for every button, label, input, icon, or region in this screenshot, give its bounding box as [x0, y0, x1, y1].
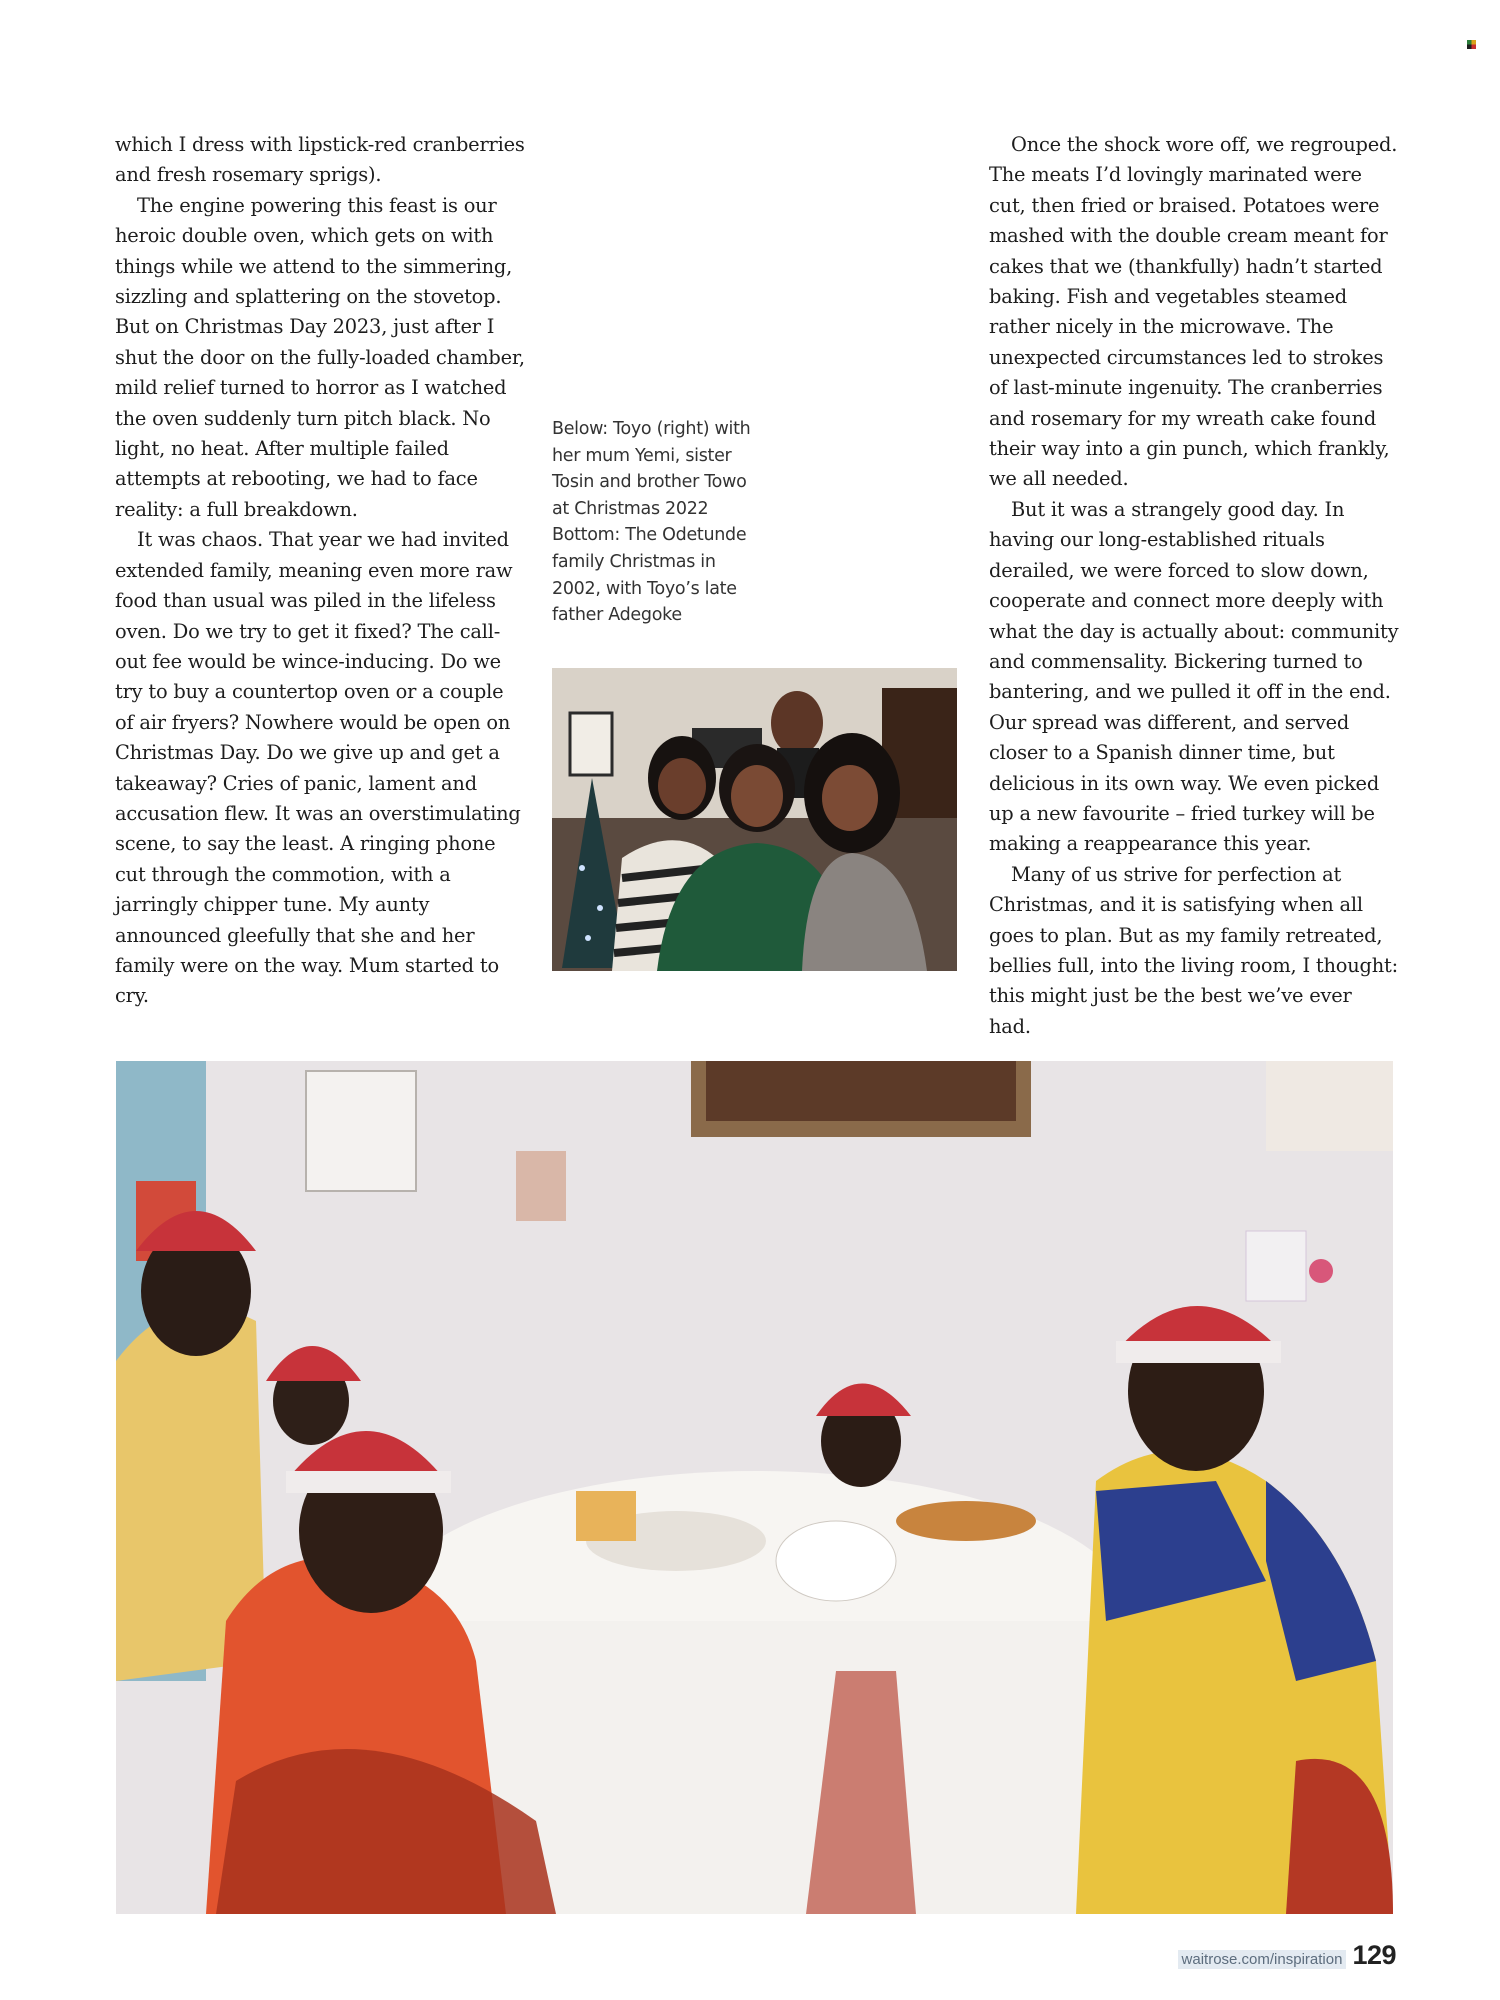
caption-line-below: Below: Toyo (right) with her mum Yemi, sister Tosin and brother Towo at Christmas 2022 — [552, 419, 751, 519]
registration-mark-icon — [1467, 40, 1476, 49]
paragraph: Once the shock wore off, we regrouped. The meats I’d lovingly marinated were cut, then fried or braised. Potatoes were mashed with the double cream meant for cakes that we (thankfully) hadn’t started baking. Fish and vegetables steamed rather nicely in the microwave. The unexpected circumstances led to strokes of last-minute ingenuity. The cranberries and rosemary for my wreath cake found their way into a gin punch, which frankly, we all needed. — [989, 133, 1398, 491]
paragraph: which I dress with lipstick-red cranberries and fresh rosemary sprigs). — [115, 133, 525, 187]
family-christmas-2002-photo-icon — [116, 1061, 1393, 1914]
paragraph: The engine powering this feast is our heroic double oven, which gets on with things while we attend to the simmering, sizzling and splattering on the stovetop. But on Christmas Day 2023, just after I shut the door on the fully-loaded chamber, mild relief turned to horror as I watched the oven suddenly turn pitch black. No light, no heat. After multiple failed attempts at rebooting, we had to face reality: a full breakdown. — [115, 193, 525, 521]
family-christmas-2022-photo-icon — [552, 668, 957, 971]
page-number: 129 — [1352, 1940, 1396, 1970]
article-column-right — [989, 130, 1399, 1042]
paragraph: It was chaos. That year we had invited extended family, meaning even more raw food than usual was piled in the lifeless oven. Do we try to get it fixed? The call-out fee would be wince-inducing. Do we try to buy a countertop oven or a couple of air fryers? Nowhere would be open on Christmas Day. Do we give up and get a takeaway? Cries of panic, lament and accusation flew. It was an overstimulating scene, to say the least. A ringing phone cut through the commotion, with a jarringly chipper tune. My aunty announced gleefully that she and her family were on the way. Mum started to cry. — [115, 528, 521, 1008]
photo-caption — [552, 416, 767, 629]
caption-line-bottom: Bottom: The Odetunde family Christmas in 2002, with Toyo’s late father Adegoke — [552, 525, 747, 626]
page-footer — [1178, 1940, 1396, 1971]
paragraph: Many of us strive for perfection at Christmas, and it is satisfying when all goes to plan. But as my family retreated, bellies full, into the living room, I thought: this might just be the best we’ve ever had. — [989, 862, 1398, 1038]
paragraph: But it was a strangely good day. In having our long-established rituals derailed, we were forced to slow down, cooperate and connect more deeply with what the day is actually about: community and commensality. Bickering turned to bantering, and we pulled it off in the end. Our spread was different, and served closer to a Spanish dinner time, but delicious in its own way. We even picked up a new favourite – fried turkey will be making a reappearance this year. — [989, 497, 1399, 856]
article-column-left — [115, 130, 525, 1012]
footer-url[interactable]: waitrose.com/inspiration — [1178, 1950, 1347, 1969]
family-photo-2022 — [552, 668, 957, 971]
family-photo-2002 — [116, 1061, 1393, 1914]
